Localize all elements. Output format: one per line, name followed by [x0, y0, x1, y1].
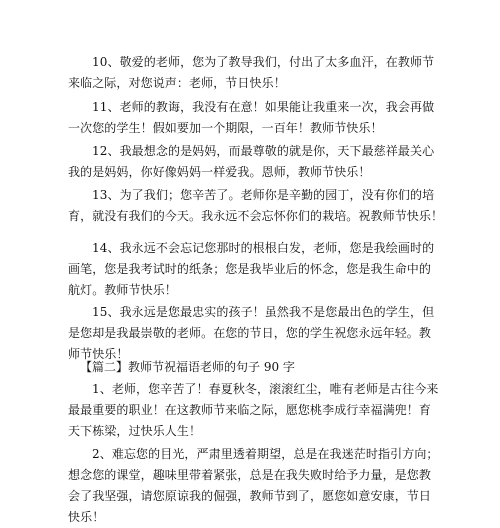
paragraph-10: 10、敬爱的老师，您为了教导我们，付出了太多血汗，在教师节来临之际，对您说声：老师，节日快乐！	[68, 55, 435, 90]
section-paragraph-2: 2、难忘您的目光，严肃里透着期望，总是在我迷茫时指引方向；想念您的课堂，趣味里带着紧张，总是在我失败时给予力量，是您教会了我坚强，请您原谅我的倔强，教师节到了，愿您如意安康，节日快乐！	[68, 447, 439, 524]
paragraph-13: 13、为了我们；您辛苦了。老师你是辛勤的园丁，没有你们的培育，就没有我们的今天。我永远不会忘怀你们的栽培。祝教师节快乐！	[68, 188, 444, 223]
paragraph-12: 12、我最想念的是妈妈，而最尊敬的就是你，天下最慈祥最关心我的是妈妈，你好像妈妈一样爱我。恩师，教师节快乐！	[68, 144, 435, 179]
paragraph-14: 14、我永远不会忘记您那时的根根白发，老师，您是我绘画时的画笔，您是我考试时的纸条；您是我毕业后的怀念，您是我生命中的航灯。教师节快乐！	[68, 241, 435, 297]
section-paragraph-1: 1、老师，您辛苦了！春夏秋冬，滚滚红尘，唯有老师是古往今来最最重要的职业！在这教师节来临之际，愿您桃李成行幸福满兜！育天下栋梁，过快乐人生！	[68, 382, 439, 438]
section-title: 【篇二】教师节祝福语老师的句子 90 字	[80, 360, 295, 374]
paragraph-15: 15、我永远是您最忠实的孩子！虽然我不是您最出色的学生，但是您却是我最崇敬的老师。在您的节日，您的学生祝您永远年轻。教师节快乐！	[68, 305, 435, 361]
paragraph-11: 11、老师的教诲，我没有在意！如果能让我重来一次，我会再做一次您的学生！假如要加一个期限，一百年！教师节快乐！	[68, 100, 435, 135]
